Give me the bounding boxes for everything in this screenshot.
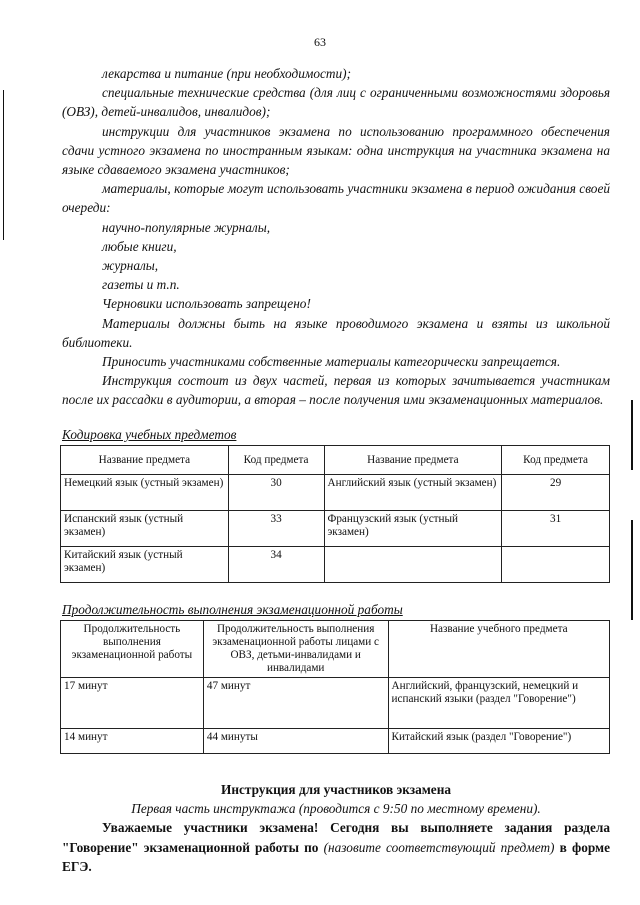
table-cell: 47 минут bbox=[203, 678, 388, 729]
table-cell: Китайский язык (раздел "Говорение") bbox=[388, 729, 609, 754]
instruction-body-part1: Уважаемые участники экзамена! Сегодня вы выполняете задания раздела "Говорение" экзаменационной работы по bbox=[62, 820, 610, 855]
table-cell: Немецкий язык (устный экзамен) bbox=[61, 475, 229, 511]
table-row bbox=[61, 547, 610, 583]
paragraph-6: любые книги, bbox=[102, 238, 177, 254]
column-header: Код предмета bbox=[502, 446, 610, 475]
subject-codes-table bbox=[60, 445, 610, 583]
paragraph-11: Приносить участниками собственные материалы категорически запрещается. bbox=[102, 354, 561, 370]
instruction-body-part2: в форме ЕГЭ. bbox=[62, 839, 611, 874]
table-header-row bbox=[61, 621, 610, 678]
instruction-subtitle: Первая часть инструктажа (проводится с 9:50 по местному времени). bbox=[131, 801, 541, 817]
instruction-section bbox=[62, 780, 610, 876]
table-cell: 44 минуты bbox=[203, 729, 388, 754]
paragraph-12: Инструкция состоит из двух частей, первая из которых зачитывается участникам после их рассадки в аудитории, а вторая – после получения ими экзаменационных материалов. bbox=[62, 373, 610, 408]
scan-edge-mark-left bbox=[3, 90, 4, 240]
paragraph-7: журналы, bbox=[102, 258, 159, 274]
paragraph-5: научно-популярные журналы, bbox=[102, 219, 271, 235]
body-text bbox=[62, 64, 610, 410]
table-cell: Английский, французский, немецкий и испанский языки (раздел "Говорение") bbox=[388, 678, 609, 729]
table-row bbox=[61, 511, 610, 547]
table-cell: 29 bbox=[502, 475, 610, 511]
table-cell: 14 минут bbox=[61, 729, 204, 754]
table-header-row bbox=[61, 446, 610, 475]
paragraph-1: лекарства и питание (при необходимости); bbox=[102, 66, 352, 81]
table1-caption: Кодировка учебных предметов bbox=[62, 427, 237, 442]
table-cell bbox=[324, 547, 502, 583]
paragraph-3: инструкции для участников экзамена по использованию программного обеспечения сдачи устного экзамена по иностранным языкам: одна инструкция на участника экзамена на языке сдаваемого экзамена участников; bbox=[62, 123, 610, 178]
column-header: Название предмета bbox=[324, 446, 502, 475]
paragraph-8: газеты и т.п. bbox=[102, 277, 180, 293]
table-cell: 30 bbox=[228, 475, 324, 511]
column-header: Продолжительность выполнения экзаменационной работы лицами с ОВЗ, детьми-инвалидами и инвалидами bbox=[203, 621, 388, 678]
page-number: 63 bbox=[314, 35, 326, 49]
table-cell: Английский язык (устный экзамен) bbox=[324, 475, 502, 511]
column-header: Продолжительность выполнения экзаменационной работы bbox=[61, 621, 204, 678]
table2-caption: Продолжительность выполнения экзаменационной работы bbox=[62, 602, 403, 617]
instruction-body-italic: (назовите соответствующий предмет) bbox=[323, 839, 555, 855]
table-cell: 33 bbox=[228, 511, 324, 547]
paragraph-2: специальные технические средства (для лиц с ограниченными возможностями здоровья (ОВЗ), детей-инвалидов, инвалидов); bbox=[62, 85, 610, 120]
table-cell: 31 bbox=[502, 511, 610, 547]
table-cell bbox=[502, 547, 610, 583]
table-row bbox=[61, 475, 610, 511]
scan-edge-mark-right-lower bbox=[631, 520, 633, 620]
column-header: Название предмета bbox=[61, 446, 229, 475]
table-cell: 17 минут bbox=[61, 678, 204, 729]
paragraph-10: Материалы должны быть на языке проводимого экзамена и взяты из школьной библиотеки. bbox=[62, 315, 610, 350]
scan-edge-mark-right bbox=[631, 400, 633, 470]
table-cell: Испанский язык (устный экзамен) bbox=[61, 511, 229, 547]
column-header: Название учебного предмета bbox=[388, 621, 609, 678]
paragraph-4: материалы, которые могут использовать участники экзамена в период ожидания своей очереди: bbox=[62, 181, 610, 216]
table-row bbox=[61, 729, 610, 754]
paragraph-9: Черновики использовать запрещено! bbox=[102, 296, 311, 312]
table-cell: 34 bbox=[228, 547, 324, 583]
duration-table bbox=[60, 620, 610, 754]
instruction-title: Инструкция для участников экзамена bbox=[220, 782, 452, 797]
table-cell: Китайский язык (устный экзамен) bbox=[61, 547, 229, 583]
table-cell: Французский язык (устный экзамен) bbox=[324, 511, 502, 547]
instruction-body bbox=[62, 818, 610, 876]
column-header: Код предмета bbox=[228, 446, 324, 475]
table-row bbox=[61, 678, 610, 729]
